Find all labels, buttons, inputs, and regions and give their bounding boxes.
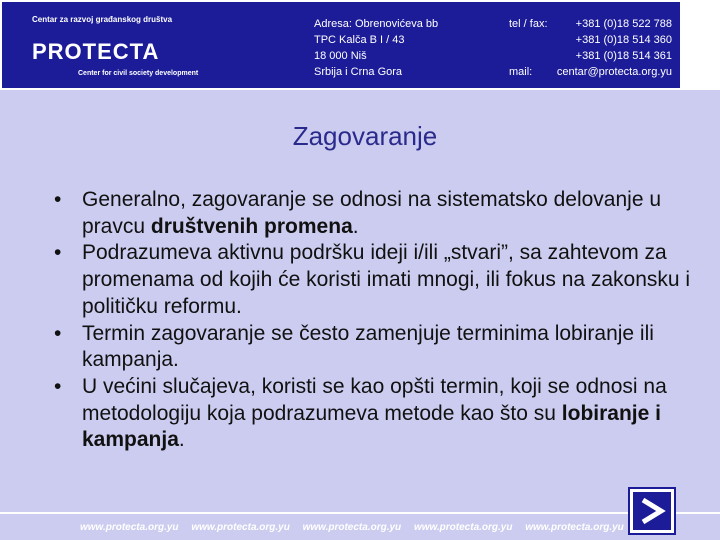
bullet-item: [54, 321, 692, 374]
contact-row: [509, 32, 672, 48]
bullet-list: [54, 187, 692, 454]
footer-link[interactable]: www.protecta.org.yu: [413, 522, 513, 533]
bullet-marker: •: [54, 321, 62, 345]
address-line: Adresa: Obrenovićeva bb: [314, 18, 439, 30]
footer-link[interactable]: www.protecta.org.yu: [80, 522, 179, 533]
bullet-item: [54, 374, 692, 454]
protecta-logo: [32, 37, 190, 65]
address-line: Srbija i Crna Gora: [314, 66, 403, 78]
bullet-text: .: [178, 428, 185, 452]
contact-row: [509, 64, 672, 80]
address-line: TPC Kalča B I / 43: [314, 34, 405, 46]
bullet-text: Podrazumeva aktivnu podršku ideji i/ili „stvari”, sa zahtevom za promenama od kojih će koristi imati mnogi, ili fokus na zakonsku i političku reformu.: [82, 241, 691, 318]
contact-block: [509, 16, 672, 80]
bullet-text: U većini slučajeva, koristi se kao opšti termin, koji se odnosi na metodologiju koja podrazumeva metode kao što su: [82, 374, 667, 425]
contact-value: +381 (0)18 514 360: [575, 34, 672, 46]
bullet-text-bold: lobiranje i kampanja: [82, 401, 661, 452]
bullet-item: [54, 240, 692, 320]
contact-label: tel / fax:: [509, 18, 548, 30]
address-block: [314, 16, 438, 80]
bullet-text-bold: društvenih promena: [150, 214, 353, 238]
contact-row: [509, 48, 672, 64]
header: [0, 0, 720, 90]
contact-label: mail:: [509, 66, 533, 78]
next-arrow-icon: [637, 496, 667, 526]
footer-link[interactable]: www.protecta.org.yu: [525, 522, 624, 533]
contact-value: centar@protecta.org.yu: [556, 66, 672, 78]
org-tagline: Centar za razvoj građanskog društva: [32, 15, 173, 24]
bullet-text: .: [352, 214, 359, 238]
address-line: 18 000 Niš: [314, 50, 367, 62]
header-band: [2, 2, 680, 88]
bullet-text: Generalno, zagovaranje se odnosi na sistematsko delovanje u pravcu: [82, 188, 662, 238]
bullet-marker: •: [54, 188, 62, 211]
contact-value: +381 (0)18 514 361: [575, 50, 672, 62]
bullet-marker: •: [54, 241, 62, 265]
bullet-marker: •: [54, 374, 62, 398]
bullet-text: Termin zagovaranje se često zamenjuje terminima lobiranje ili kampanja.: [82, 321, 654, 372]
next-button-face: [633, 492, 671, 530]
next-slide-button[interactable]: [628, 487, 676, 535]
org-subtag: Center for civil society development: [78, 70, 199, 77]
contact-row: [509, 16, 672, 32]
footer-link[interactable]: www.protecta.org.yu: [191, 522, 290, 533]
footer-link[interactable]: www.protecta.org.yu: [302, 522, 402, 533]
footer-divider: [0, 512, 720, 514]
bullet-item: [54, 187, 692, 240]
contact-value: +381 (0)18 522 788: [575, 18, 672, 30]
slide-title: Zagovaranje: [292, 121, 438, 151]
logo-text: PROTECTA: [32, 39, 160, 64]
footer-links: [80, 522, 634, 533]
